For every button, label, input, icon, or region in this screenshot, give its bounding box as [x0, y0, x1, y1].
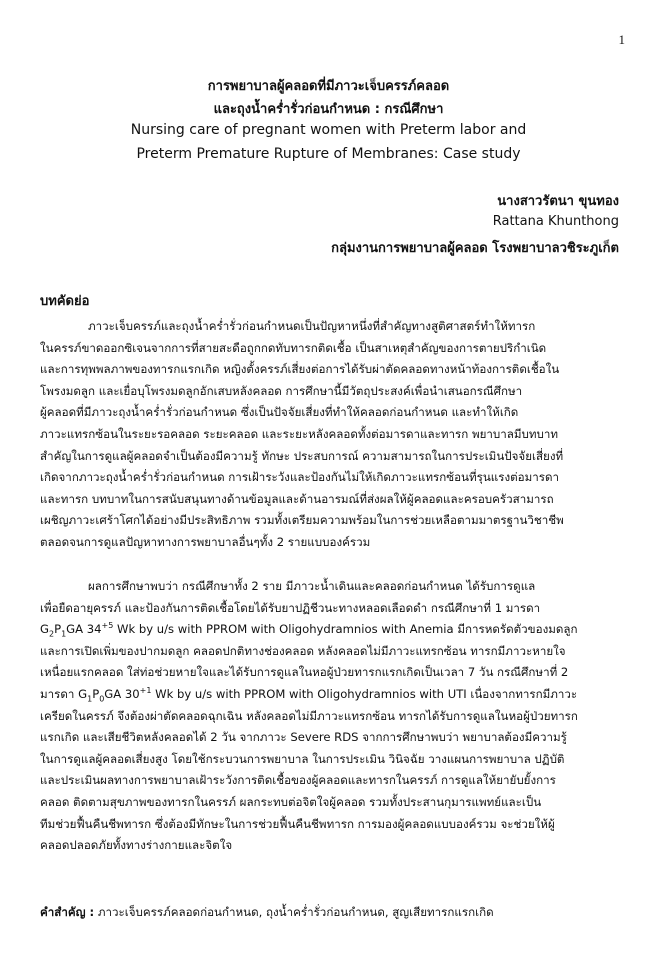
para-letter: P — [92, 686, 100, 701]
abstract-paragraph-2 — [40, 576, 624, 857]
gravida-subscript: 1 — [87, 694, 93, 704]
gestational-age-days: +1 — [139, 686, 152, 696]
para-subscript: 0 — [99, 694, 105, 704]
gestational-age-days: +5 — [101, 621, 114, 631]
gravida-letter: G — [40, 622, 49, 637]
paragraph-line: เหนื่อยแรกคลอด ใส่ท่อช่วยหายใจและได้รับการดูแลในหอผู้ป่วยทารกแรกเกิดเป็นเวลา 7 วัน กรณีศึกษาที่ 2 — [40, 665, 569, 680]
paragraph-line: เผชิญภาวะเศร้าโศกได้อย่างมีประสิทธิภาพ รวมทั้งเตรียมความพร้อมในการช่วยเหลือตามมาตรฐานวิชาชีพ — [40, 513, 564, 528]
paragraph-line-obstetric-case-1 — [40, 619, 624, 641]
title-thai-line1: การพยาบาลผู้คลอดที่มีภาวะเจ็บครรภ์คลอด — [207, 79, 450, 94]
para-subscript: 1 — [61, 629, 67, 639]
keywords-text: ภาวะเจ็บครรภ์คลอดก่อนกำหนด, ถุงน้ำคร่ำรั่วก่อนกำหนด, สูญเสียทารกแรกเกิด — [94, 905, 494, 919]
page-number: 1 — [618, 32, 625, 47]
mother-gravida-letter: มารดา G — [40, 686, 88, 701]
paragraph-line: และประเมินผลทางการพยาบาลเฝ้าระวังการติดเชื้อของผู้คลอดและทารกในครรภ์ การดูแลให้ยายับยั้งการ — [40, 773, 556, 788]
gestational-age: GA 30 — [104, 686, 140, 701]
case-2-diagnosis: Wk by u/s with PPROM with Oligohydramnios with UTI เนื่องจากทารกมีภาวะ — [151, 686, 578, 701]
paragraph-line: และการทุพพลภาพของทารกแรกเกิด หญิงตั้งครรภ์เสี่ยงต่อการได้รับผ่าตัดคลอดทางหน้าท้องการติดเชื้อใน — [40, 362, 560, 377]
paragraph-line: ผู้คลอดที่มีภาวะถุงน้ำคร่ำรั่วก่อนกำหนด ซึ่งเป็นปัจจัยเสี่ยงที่ทำให้คลอดก่อนกำหนด และทำให้เกิด — [40, 405, 519, 420]
para-letter: P — [54, 622, 62, 637]
keywords-line — [40, 904, 494, 922]
title-english-line2: Preterm Premature Rupture of Membranes: Case study — [136, 146, 521, 162]
gravida-subscript: 2 — [48, 629, 55, 639]
title-thai-line2: และถุงน้ำคร่ำรั่วก่อนกำหนด : กรณีศึกษา — [213, 102, 444, 117]
keywords-label: คำสำคัญ : — [40, 905, 95, 919]
paragraph-line: เพื่อยืดอายุครรภ์ และป้องกันการติดเชื้อโดยได้รับยาปฏิชีวนะทางหลอดเลือดดำ กรณีศึกษาที่ 1 มารดา — [40, 600, 541, 615]
paragraph-line: และทารก บทบาทในการสนับสนุนทางด้านข้อมูลและด้านอารมณ์ที่ส่งผลให้ผู้คลอดและครอบครัวสามารถ — [40, 491, 554, 506]
author-affiliation: กลุ่มงานการพยาบาลผู้คลอด โรงพยาบาลวชิระภูเก็ต — [331, 241, 619, 256]
paragraph-line: ผลการศึกษาพบว่า กรณีศึกษาทั้ง 2 ราย มีภาวะน้ำเดินและคลอดก่อนกำหนด ได้รับการดูแล — [88, 579, 536, 593]
author-name-english: Rattana Khunthong — [492, 214, 619, 229]
gestational-age: GA 34 — [66, 622, 102, 637]
paragraph-line: ตลอดจนการดูแลปัญหาทางการพยาบาลอื่นๆทั้ง 2 รายแบบองค์รวม — [40, 534, 371, 549]
paragraph-line: และการเปิดเพิ่มของปากมดลูก คลอดปกติทางช่องคลอด หลังคลอดไม่มีภาวะแทรกซ้อน ทารกมีภาวะหายใจ — [40, 643, 566, 658]
paragraph-line: ภาวะเจ็บครรภ์และถุงน้ำคร่ำรั่วก่อนกำหนดเป็นปัญหาหนึ่งที่สำคัญทางสูติศาสตร์ทำให้ทารก — [88, 319, 536, 333]
case-1-diagnosis: Wk by u/s with PPROM with Oligohydramnios with Anemia มีการหดรัดตัวของมดลูก — [113, 622, 578, 637]
paragraph-line: แรกเกิด และเสียชีวิตหลังคลอดได้ 2 วัน จากภาวะ Severe RDS จากการศึกษาพบว่า พยาบาลต้องมีความรู้ — [40, 730, 567, 745]
abstract-paragraph-1 — [40, 316, 624, 554]
paragraph-line: ภาวะแทรกซ้อนในระยะรอคลอด ระยะคลอด และระยะหลังคลอดทั้งต่อมารดาและทารก พยาบาลมีบทบาท — [40, 426, 559, 441]
paragraph-line: ในครรภ์ขาดออกซิเจนจากการที่สายสะดือถูกกดทับทารกติดเชื้อ เป็นสาเหตุสำคัญของการตายปริกำเนิด — [40, 340, 547, 355]
paragraph-line: สำคัญในการดูแลผู้คลอดจำเป็นต้องมีความรู้ ทักษะ ประสบการณ์ ความสามารถในการประเมินปัจจัยเสี่ยงที่ — [40, 448, 564, 463]
paragraph-line: โพรงมดลูก และเยื่อบุโพรงมดลูกอักเสบหลังคลอด การศึกษานี้มีวัตถุประสงค์เพื่อนำเสนอกรณีศึกษา — [40, 383, 523, 398]
paragraph-line: เกิดจากภาวะถุงน้ำคร่ำรั่วก่อนกำหนด การเฝ้าระวังและป้องกันไม่ให้เกิดภาวะแทรกซ้อนที่รุนแรงต่อมารดา — [40, 470, 560, 485]
paragraph-line-obstetric-case-2 — [40, 684, 624, 706]
paragraph-line: คลอดปลอดภัยทั้งทางร่างกายและจิตใจ — [40, 838, 233, 853]
paragraph-line: ในการดูแลผู้คลอดเสี่ยงสูง โดยใช้กระบวนการพยาบาล ในการประเมิน วินิจฉัย วางแผนการพยาบาล ปฏิบัติ — [40, 751, 565, 766]
author-name-thai: นางสาวรัตนา ขุนทอง — [497, 194, 619, 209]
abstract-heading: บทคัดย่อ — [40, 294, 90, 309]
paragraph-line: คลอด ติดตามสุขภาพของทารกในครรภ์ ผลกระทบต่อจิตใจผู้คลอด รวมทั้งประสานกุมารแพทย์และเป็น — [40, 794, 542, 809]
paragraph-line: เครียดในครรภ์ จึงต้องผ่าตัดคลอดฉุกเฉิน หลังคลอดไม่มีภาวะแทรกซ้อน ทารกได้รับการดูแลในหอผู้ป่วยทารก — [40, 708, 578, 723]
paragraph-line: ทีมช่วยฟื้นคืนชีพทารก ซึ่งต้องมีทักษะในการช่วยฟื้นคืนชีพทารก การมองผู้คลอดแบบองค์รวม จะช่วยให้ผู้ — [40, 816, 555, 831]
title-english-line1: Nursing care of pregnant women with Preterm labor and — [130, 122, 527, 138]
